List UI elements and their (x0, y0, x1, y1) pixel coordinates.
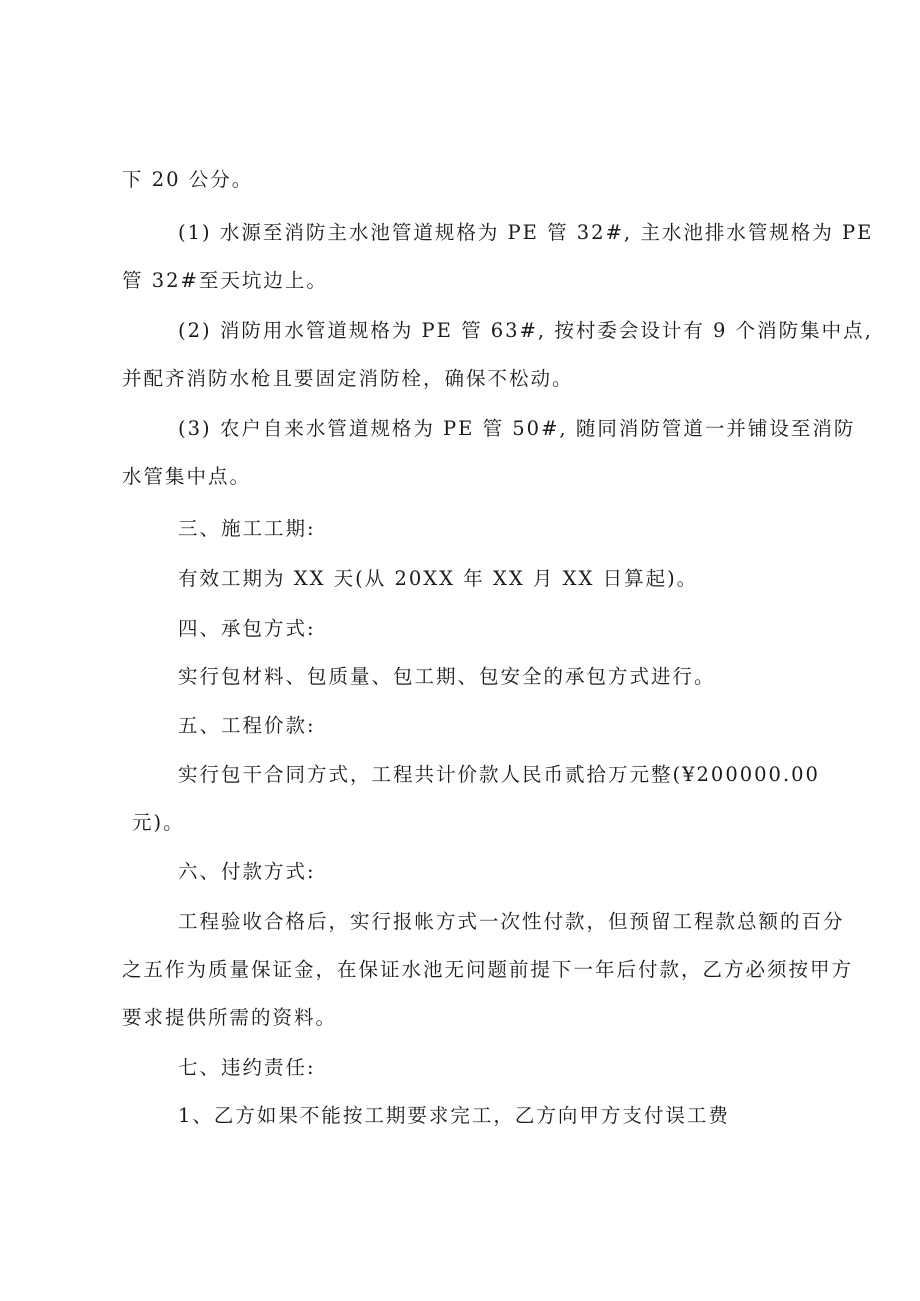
section-heading: 三、施工工期: (178, 517, 316, 540)
text-line: 有效工期为 XX 天(从 20XX 年 XX 月 XX 日算起)。 (178, 567, 699, 590)
text-line: (2) 消防用水管道规格为 PE 管 63#, 按村委会设计有 9 个消防集中点, (178, 319, 873, 342)
text-line: (3) 农户自来水管道规格为 PE 管 50#, 随同消防管道一并铺设至消防 (178, 417, 856, 440)
text-line: 管 32#至天坑边上。 (122, 269, 328, 292)
section-heading: 四、承包方式: (178, 617, 316, 640)
section-heading: 五、工程价款: (178, 714, 316, 737)
text-line: 实行包干合同方式，工程共计价款人民币贰拾万元整(¥200000.00 (178, 763, 820, 786)
text-line: 1、乙方如果不能按工期要求完工，乙方向甲方支付误工费 (178, 1104, 730, 1127)
text-line: 水管集中点。 (122, 465, 252, 488)
section-heading: 六、付款方式: (178, 860, 316, 883)
text-line: 下 20 公分。 (122, 168, 254, 191)
text-line: 之五作为质量保证金，在保证水池无问题前提下一年后付款，乙方必须按甲方 (122, 958, 854, 981)
text-line: 要求提供所需的资料。 (122, 1006, 338, 1029)
text-line: 实行包材料、包质量、包工期、包安全的承包方式进行。 (178, 665, 716, 688)
section-heading: 七、违约责任: (178, 1056, 316, 1079)
text-line: 元)。 (132, 811, 185, 834)
text-line: 并配齐消防水枪且要固定消防栓，确保不松动。 (122, 367, 574, 390)
text-line: (1) 水源至消防主水池管道规格为 PE 管 32#, 主水池排水管规格为 PE (178, 221, 874, 244)
text-line: 工程验收合格后，实行报帐方式一次性付款，但预留工程款总额的百分 (178, 910, 845, 933)
